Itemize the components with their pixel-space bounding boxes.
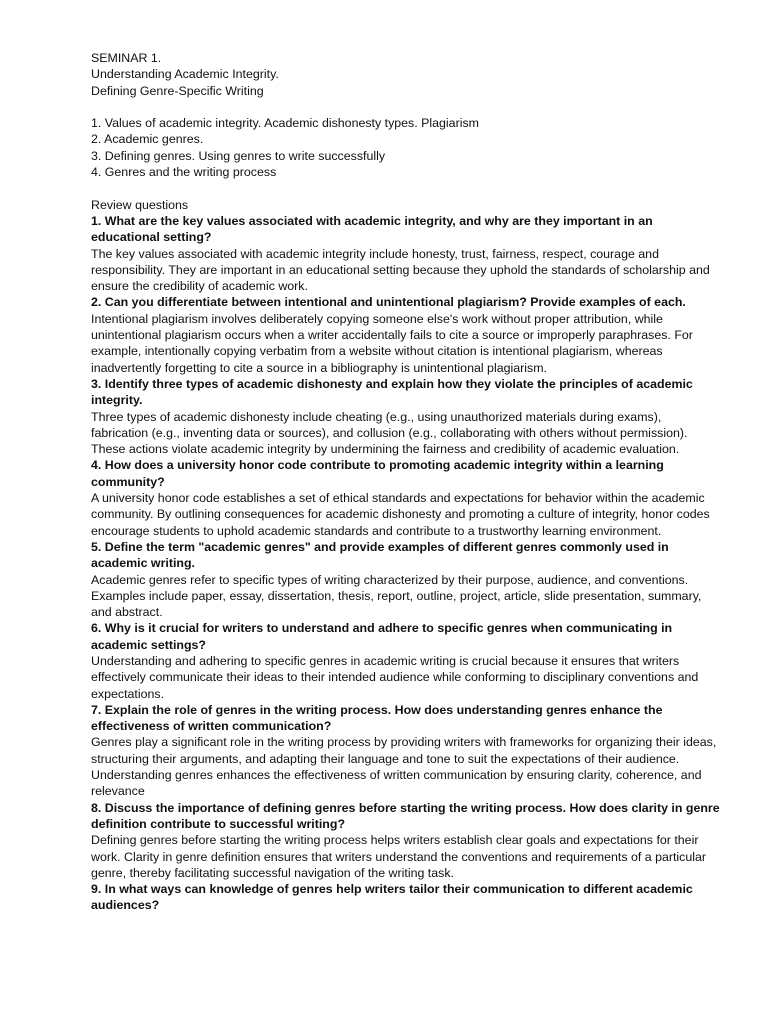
review-answer: The key values associated with academic integrity include honesty, trust, fairness, respect, courage and responsibility. They are important in an educational setting because they uphold the standards of scholarship and ensure the credibility of academic work. [91, 246, 710, 294]
topic-list [91, 115, 721, 180]
review-item [91, 702, 721, 800]
review-answer: A university honor code establishes a set of ethical standards and expectations for behavior within the academic community. By outlining consequences for academic dishonesty and promoting a culture of integrity, honor codes encourage students to uphold academic standards and contribute to a trustworthy learning environment. [91, 491, 710, 538]
review-question: 1. What are the key values associated with academic integrity, and why are they important in an educational setting? [91, 213, 653, 245]
review-answer: Genres play a significant role in the writing process by providing writers with frameworks for organizing their ideas, structuring their arguments, and adapting their language and tone to suit the expectations of their audience. Understanding genres enhances the effectiveness of written communication by ensuring clarity, coherence, and relevance [91, 735, 717, 799]
review-answer: Academic genres refer to specific types of writing characterized by their purpose, audience, and conventions. Examples include paper, essay, dissertation, thesis, report, outline, project, article, slide presentation, summary, and abstract. [91, 572, 702, 620]
review-question: 7. Explain the role of genres in the writing process. How does understanding genres enhance the effectiveness of written communication? [91, 702, 663, 734]
review-question: 2. Can you differentiate between intentional and unintentional plagiarism? Provide examples of each. [91, 295, 686, 310]
review-list [91, 213, 721, 914]
review-item [91, 539, 721, 620]
review-question: 3. Identify three types of academic dishonesty and explain how they violate the principles of academic integrity. [91, 376, 693, 408]
spacer [91, 99, 721, 115]
review-item [91, 881, 721, 914]
review-heading: Review questions [91, 197, 189, 212]
review-item [91, 457, 721, 538]
review-question: 8. Discuss the importance of defining genres before starting the writing process. How does clarity in genre definition contribute to successful writing? [91, 800, 720, 831]
document-title-line-2: Defining Genre-Specific Writing [91, 83, 264, 98]
review-answer: Intentional plagiarism involves deliberately copying someone else's work without proper attribution, while unintentional plagiarism occurs when a writer accidentally fails to cite a source or improperly paraphrases. For example, intentionally copying verbatim from a website without citation is intentional plagiarism, whereas inadvertently forgetting to cite a source in a bibliography is unintentional plagiarism. [91, 311, 693, 375]
review-question: 9. In what ways can knowledge of genres help writers tailor their communication to different academic audiences? [91, 882, 693, 913]
review-question: 5. Define the term "academic genres" and provide examples of different genres commonly used in academic writing. [91, 539, 669, 571]
topic-item: 4. Genres and the writing process [91, 165, 277, 180]
topic-item: 2. Academic genres. [91, 132, 204, 147]
review-item [91, 800, 721, 881]
review-answer: Three types of academic dishonesty include cheating (e.g., using unauthorized materials during exams), fabrication (e.g., inventing data or sources), and collusion (e.g., collaborating with others without permission). These actions violate academic integrity by undermining the fairness and credibility of academic evaluation. [91, 409, 688, 457]
review-question: 4. How does a university honor code contribute to promoting academic integrity within a learning community? [91, 458, 664, 489]
review-question: 6. Why is it crucial for writers to understand and adhere to specific genres when communicating in academic settings? [91, 621, 673, 652]
review-item [91, 213, 721, 294]
topic-item: 1. Values of academic integrity. Academic dishonesty types. Plagiarism [91, 116, 479, 131]
document-title-line-1: Understanding Academic Integrity. [91, 67, 279, 82]
topic-item: 3. Defining genres. Using genres to write successfully [91, 148, 386, 163]
seminar-label: SEMINAR 1. [91, 51, 162, 65]
review-answer: Understanding and adhering to specific genres in academic writing is crucial because it ensures that writers effectively communicate their ideas to their intended audience while conforming to disciplinary conventions and expectations. [91, 653, 699, 701]
review-item [91, 376, 721, 457]
review-item [91, 294, 721, 375]
document-page [91, 50, 721, 914]
spacer [91, 180, 721, 196]
review-item [91, 620, 721, 701]
review-answer: Defining genres before starting the writing process helps writers establish clear goals and expectations for their work. Clarity in genre definition ensures that writers understand the conventions and requirements of a particular genre, thereby facilitating successful navigation of the writing task. [91, 833, 707, 880]
